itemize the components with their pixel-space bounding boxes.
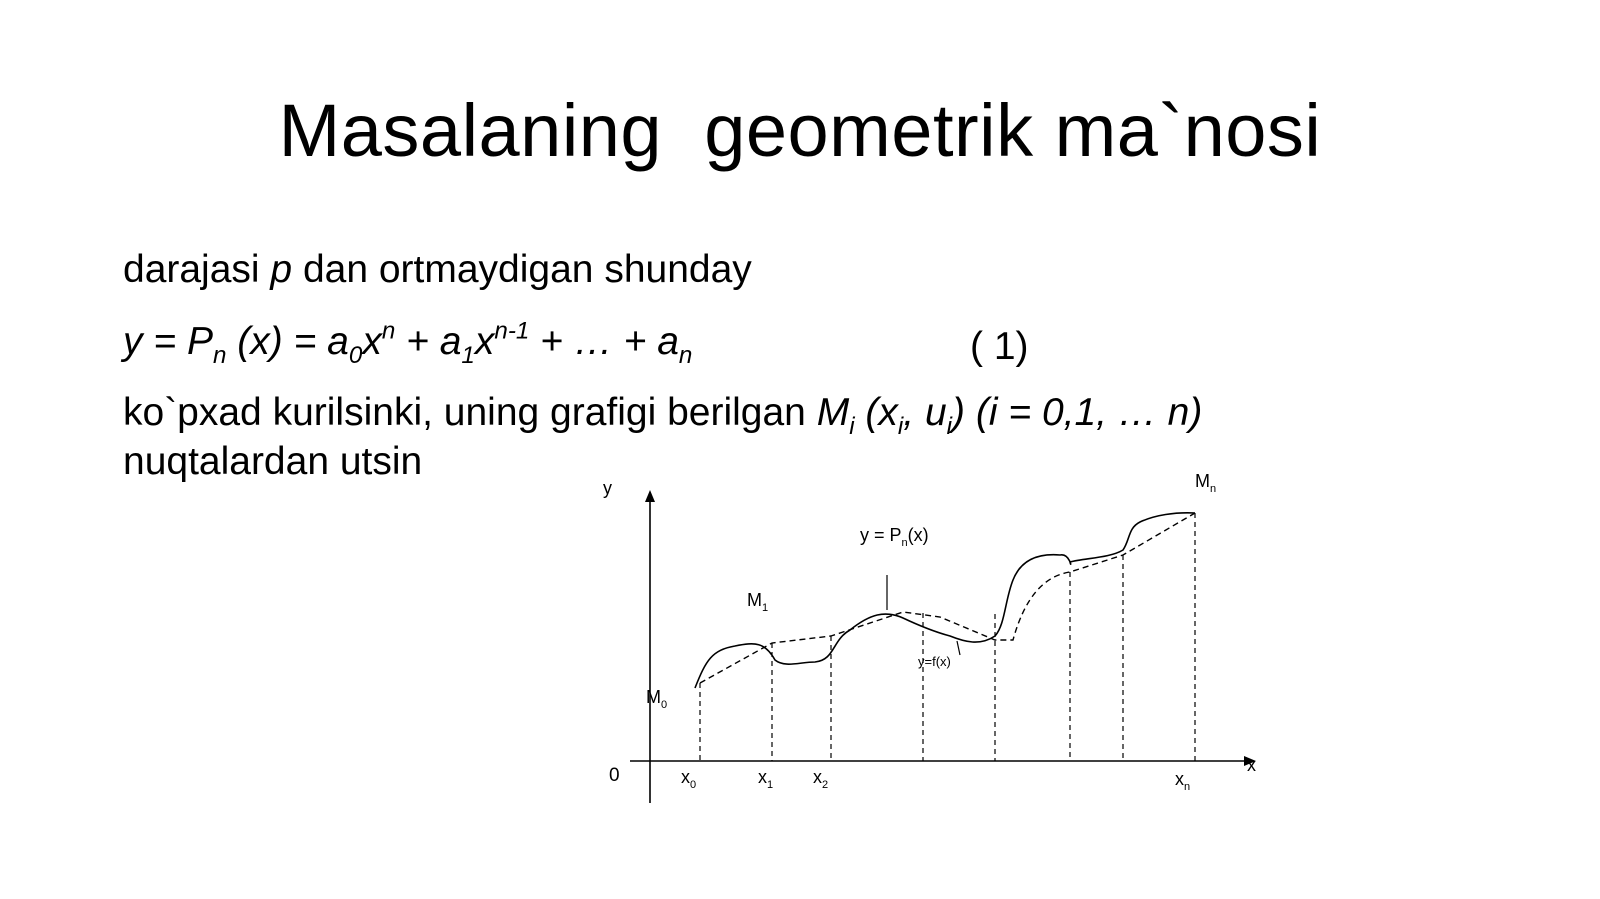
cond-M: M	[816, 391, 850, 434]
cond-paren-close: )	[952, 391, 966, 434]
tick-x2-label: $x_2$	[813, 767, 829, 791]
slide-title: Masalaning geometrik ma`nosi	[278, 89, 1322, 172]
eq-xn1-sup: n-1	[494, 317, 530, 345]
tick-xn-label: $x_n$	[1175, 769, 1191, 793]
f-label-leader	[957, 641, 960, 655]
ordinate-lines	[700, 513, 1195, 761]
cond-range: (i = 0,1, … n)	[965, 391, 1203, 434]
function-label: y=f(x)	[918, 654, 951, 669]
eq-tail: + … + a	[529, 320, 679, 363]
origin-label: 0	[609, 765, 620, 786]
eq-a0-sub: 0	[348, 342, 363, 370]
cond-u-sub: i	[946, 413, 953, 441]
intro-text-a: darajasi	[123, 248, 271, 291]
points-line: nuqtalardan utsin	[123, 440, 423, 483]
x-axis-label: x	[1247, 755, 1256, 775]
eq-xn-sup: n	[381, 317, 396, 345]
eq-a1-sub: 1	[461, 342, 475, 370]
eq-plus-a: + a	[395, 320, 462, 363]
intro-text-b: dan ortmaydigan shunday	[292, 248, 752, 291]
point-m0-label: $M_0$	[646, 687, 668, 711]
y-axis-label: y	[603, 478, 612, 498]
eq-lhs: y = P	[123, 320, 213, 363]
cond-comma-u: , u	[903, 391, 947, 434]
eq-lhs-arg: (x) = a	[226, 320, 349, 363]
tick-x0-label: $x_0$	[681, 767, 697, 791]
y-axis-arrow-icon	[645, 490, 655, 502]
tick-x1-label: $x_1$	[758, 767, 774, 791]
equation-number: ( 1)	[970, 325, 1029, 368]
point-mn-label: $M_n$	[1195, 471, 1217, 495]
eq-lhs-sub: n	[212, 342, 227, 370]
cond-x-sub: i	[897, 413, 904, 441]
cond-M-sub: i	[849, 413, 855, 441]
point-m1-label: $M_1$	[747, 590, 769, 614]
eq-x2: x	[474, 320, 495, 363]
cond-paren-open: (x	[854, 391, 898, 434]
polynomial-label: $y = P_n(x)$	[860, 525, 929, 549]
degree-variable: p	[270, 248, 293, 291]
cond-text: ko`pxad kurilsinki, uning grafigi berilgan	[123, 391, 817, 434]
eq-x: x	[362, 320, 382, 363]
eq-an-sub: n	[678, 342, 693, 370]
